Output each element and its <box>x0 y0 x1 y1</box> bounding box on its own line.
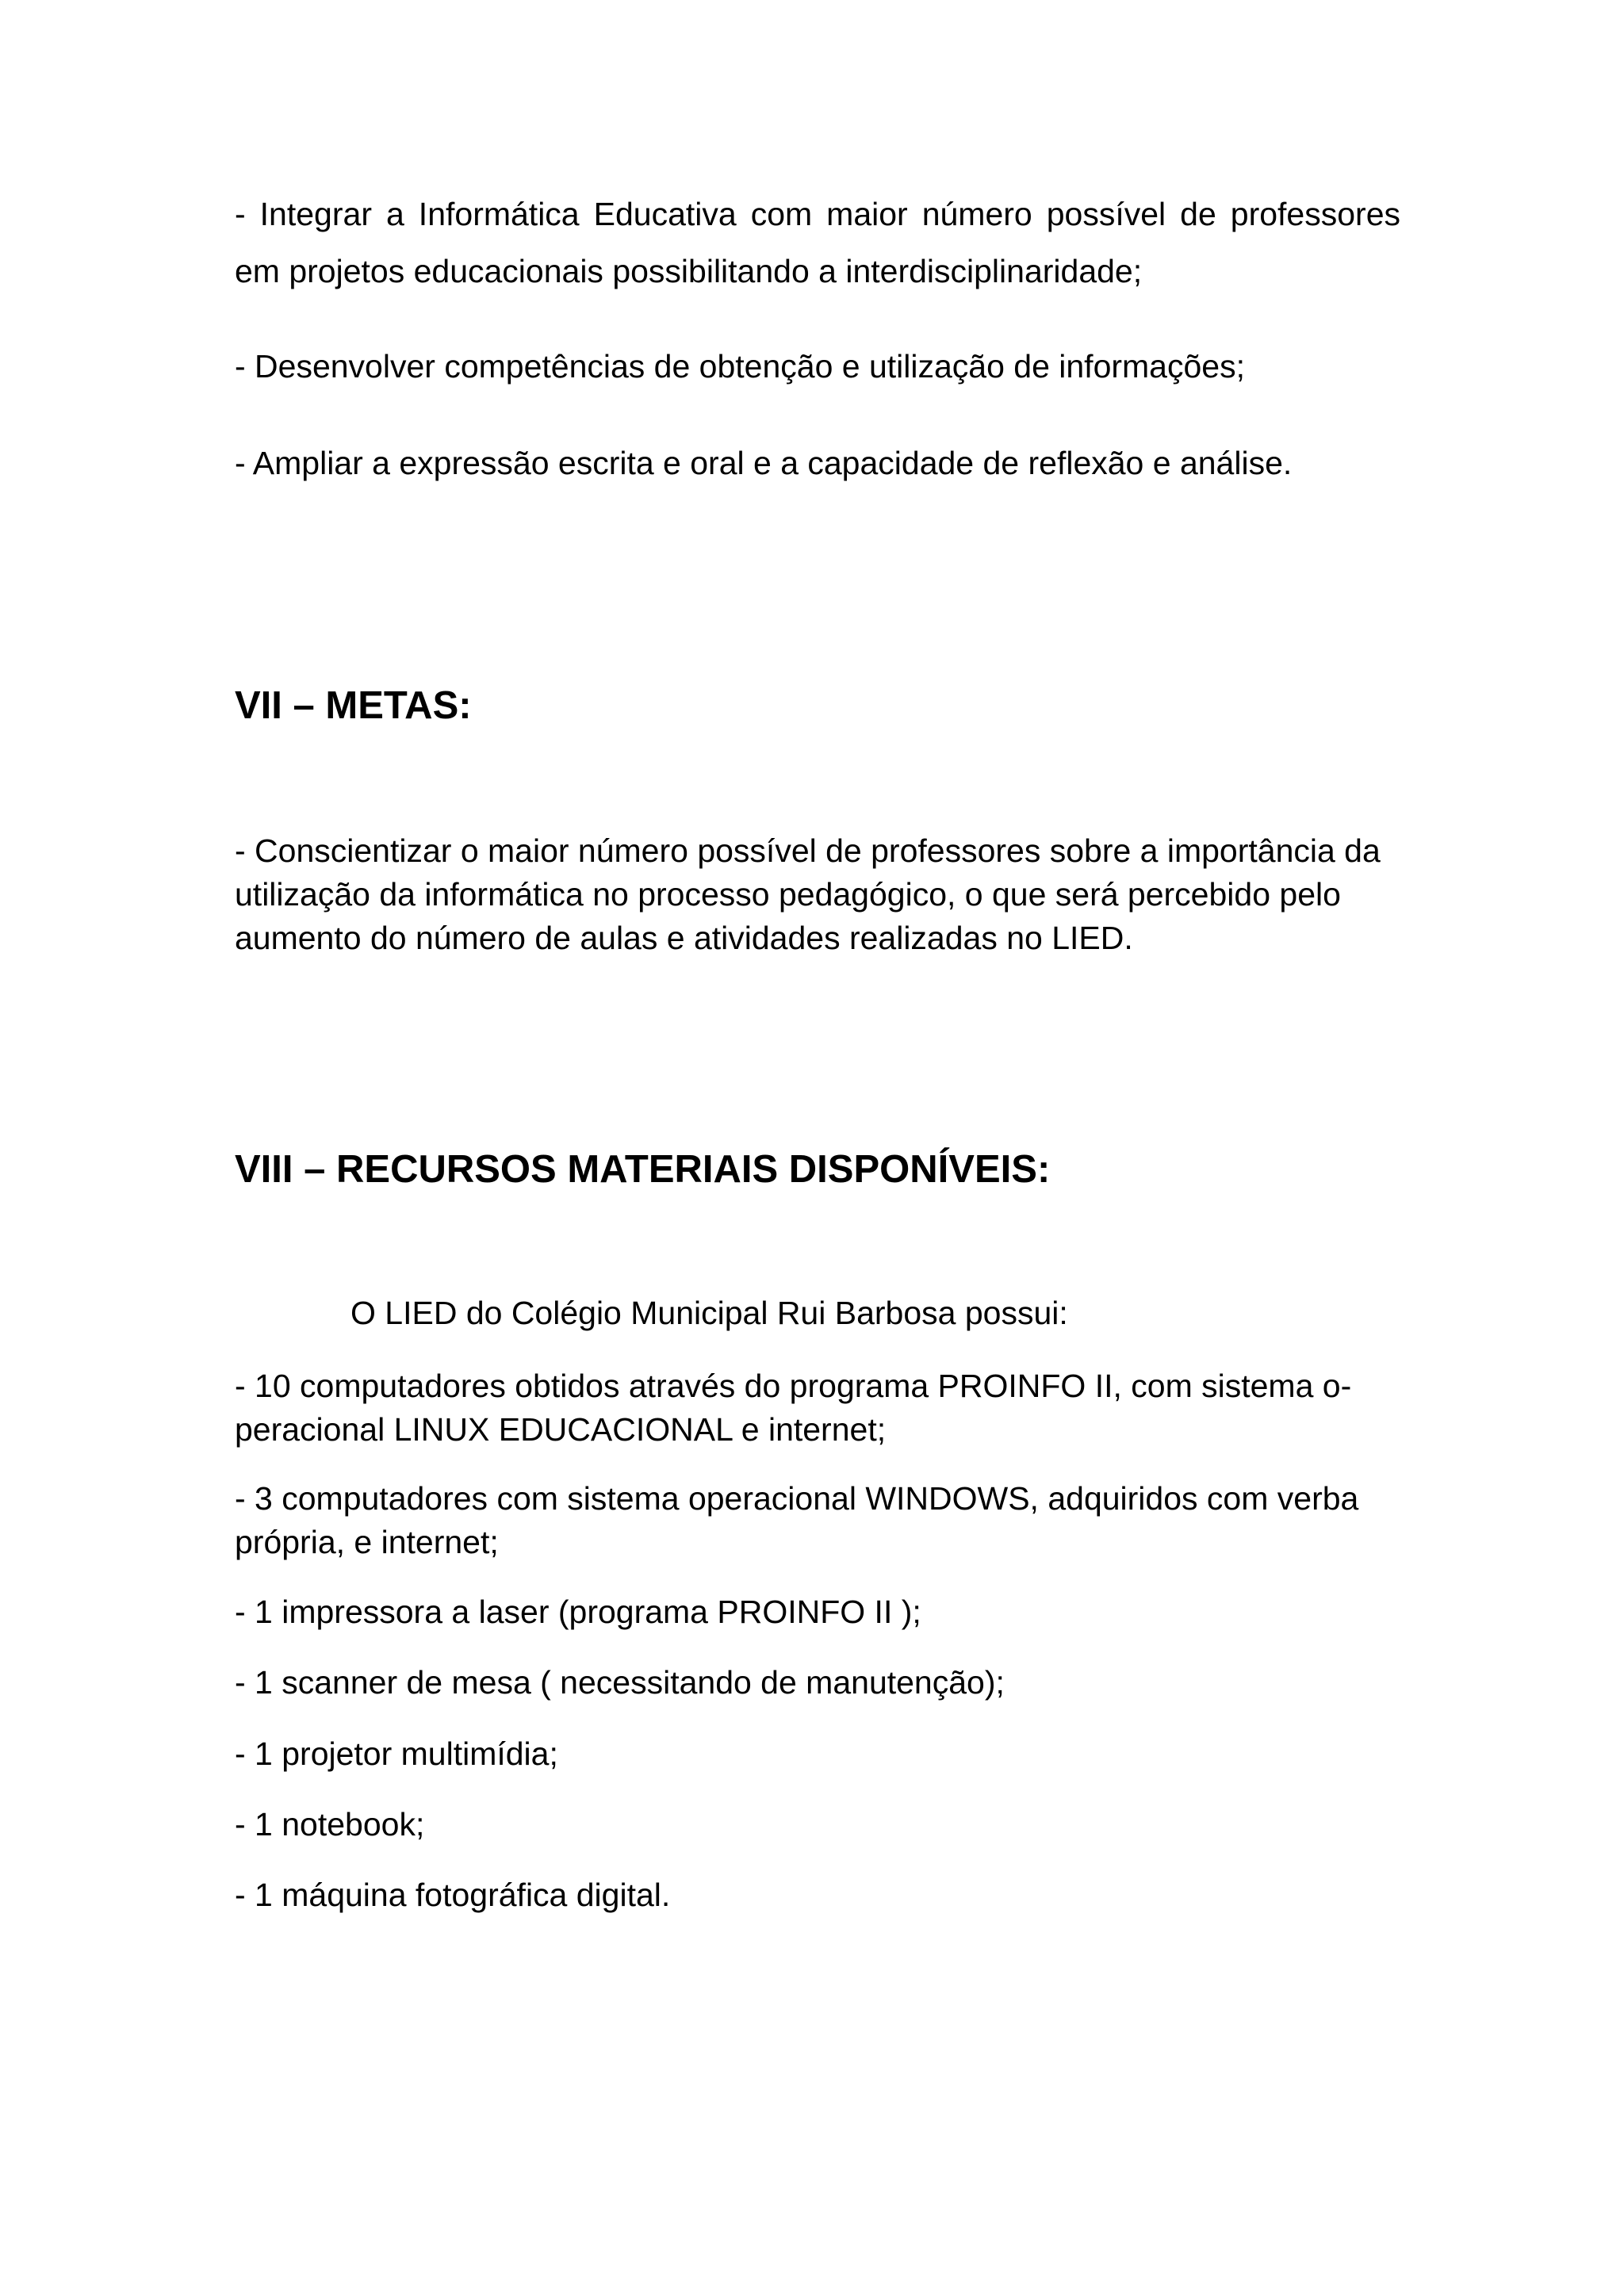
metas-paragraph-line-2: utilização da informática no processo pedagógico, o que será percebido pelo <box>235 876 1341 913</box>
recursos-item-3: - 1 impressora a laser (programa PROINFO II ); <box>235 1594 921 1630</box>
objective-item-1-line-2: em projetos educacionais possibilitando a interdisciplinaridade; <box>235 253 1143 289</box>
objective-item-1-line-1: - Integrar a Informática Educativa com maior número possível de professores <box>235 196 1400 232</box>
recursos-item-5: - 1 projetor multimídia; <box>235 1735 558 1772</box>
recursos-item-2-line-2: própria, e internet; <box>235 1524 499 1560</box>
recursos-item-1-line-1: - 10 computadores obtidos através do programa PROINFO II, com sistema o- <box>235 1368 1352 1404</box>
section-heading-recursos: VIII – RECURSOS MATERIAIS DISPONÍVEIS: <box>235 1148 1051 1191</box>
recursos-item-7: - 1 máquina fotográfica digital. <box>235 1877 671 1913</box>
recursos-item-4: - 1 scanner de mesa ( necessitando de manutenção); <box>235 1664 1005 1701</box>
metas-paragraph-line-1: - Conscientizar o maior número possível de professores sobre a importância da <box>235 832 1381 869</box>
objective-item-2: - Desenvolver competências de obtenção e utilização de informações; <box>235 348 1245 385</box>
section-heading-metas: VII – METAS: <box>235 684 472 727</box>
metas-paragraph-line-3: aumento do número de aulas e atividades realizadas no LIED. <box>235 920 1133 956</box>
recursos-item-1-line-2: peracional LINUX EDUCACIONAL e internet; <box>235 1411 887 1448</box>
recursos-item-2-line-1: - 3 computadores com sistema operacional WINDOWS, adquiridos com verba <box>235 1480 1359 1517</box>
objective-item-3: - Ampliar a expressão escrita e oral e a capacidade de reflexão e análise. <box>235 445 1293 481</box>
recursos-item-6: - 1 notebook; <box>235 1806 425 1843</box>
recursos-intro: O LIED do Colégio Municipal Rui Barbosa possui: <box>350 1295 1068 1331</box>
